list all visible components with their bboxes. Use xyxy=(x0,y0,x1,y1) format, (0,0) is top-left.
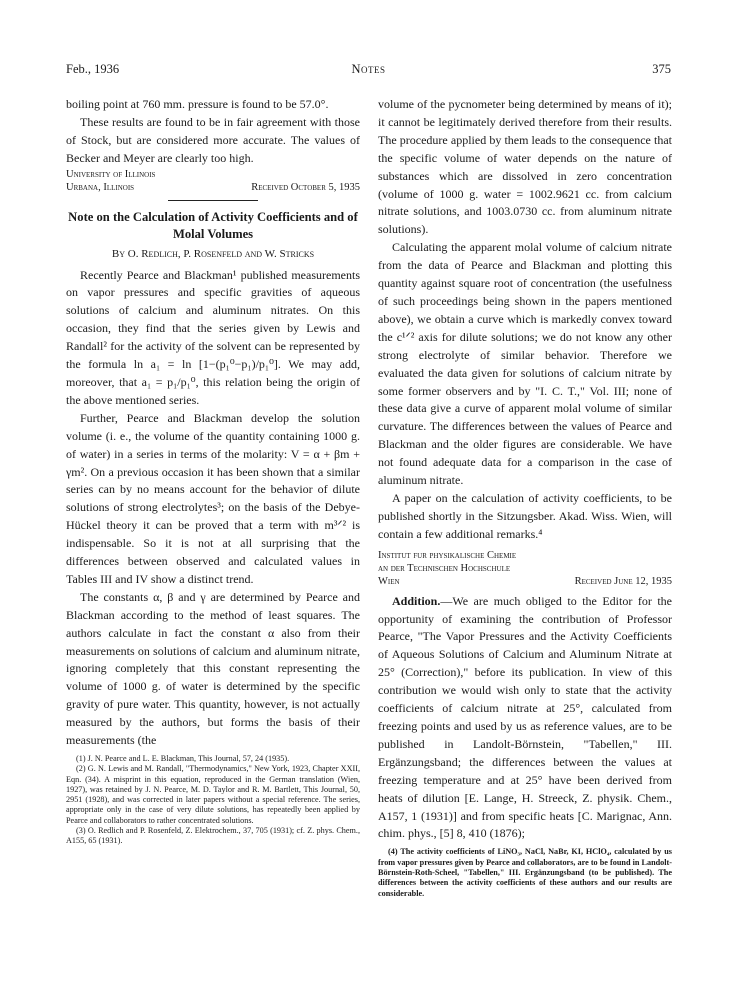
page-number: 375 xyxy=(652,62,671,76)
paragraph-solution-volume: Further, Pearce and Blackman develop the solution volume (i. e., the volume of the quantity containing 1000 g. of water) in a series in terms of the molarity: V = α + βm + γm². On a previous occasion it has been shown that a similar series can by no means account for the behavior of dilute solutions of strong electrolytes³; on the basis of the Debye-Hückel theory it can be proved that a term with m³ᐟ² is indispensable. So it is not at all surprising that the differences between observed and calculated values in Tables III and IV show a distinct trend. xyxy=(66,410,360,586)
paragraph-pycnometer: volume of the pycnometer being determined by means of it); it cannot be legitimately derived therefore from their results. The procedure applied by them leads to the consequence that the specific volume of water depends on the nature of substances which are dissolved in zero concentration (volume of 1000 g. water = 1002.9621 cc. from calcium nitrate solutions, and 1003.0730 cc. from aluminum nitrate solutions). xyxy=(378,97,672,237)
received-date-2: Received June 12, 1935 xyxy=(574,575,672,587)
right-column xyxy=(378,96,672,899)
footnote-3: (3) O. Redlich and P. Rosenfeld, Z. Elektrochem., 37, 705 (1931); cf. Z. phys. Chem., A155, 65 (1931). xyxy=(66,826,360,846)
affiliation-university: University of Illinois xyxy=(66,168,156,180)
institute-name: Institut fur physikalische Chemie xyxy=(378,549,517,561)
institute-address-line xyxy=(378,575,672,588)
institute-city: Wien xyxy=(378,575,400,587)
header-section: Notes xyxy=(351,62,386,76)
footnote-4: (4) The activity coefficients of LiNO₃, NaCl, NaBr, KI, HClO₄, calculated by us from vapor pressures given by Pearce and collaborators, are to be found in Landolt-Börnstein-Roth-Scheel, "Tabellen," III. Ergänzungsband (to be published). The differences between the activity coefficients of these authors and our results are considerable. xyxy=(378,847,672,898)
institute-school: an der Technischen Hochschule xyxy=(378,562,511,574)
left-column xyxy=(66,96,360,847)
affiliation-city: Urbana, Illinois xyxy=(66,181,135,193)
received-date: Received October 5, 1935 xyxy=(251,181,360,193)
section-divider xyxy=(168,200,258,201)
paragraph-boiling-point: boiling point at 760 mm. pressure is found to be 57.0°. xyxy=(66,97,329,111)
addition-body: —We are much obliged to the Editor for the opportunity of examining the contribution of Professor Pearce, "The Vapor Pressures and the Activity Coefficients of Aqueous Solutions of Calcium and Aluminum Nitrate at 25° (Correction)," before its publication. In view of this contribution we would wish only to state that the activity coefficients of calcium nitrate at 25°, calculated from freezing points and used by us as reference values, are to be published in Landolt-Börnstein, "Tabellen," III. Ergänzungsband; the differences between the values at freezing temperature and at 25° have been derived from heats of dilution [E. Lange, H. Streeck, Z. physik. Chem., A157, 1 (1931)] and from specific heats [C. Marignac, Ann. chim. phys., [5] 8, 410 (1876); xyxy=(378,593,672,841)
page-header xyxy=(66,62,671,78)
article-byline: By O. Redlich, P. Rosenfeld and W. Stricks xyxy=(111,247,315,260)
header-date: Feb., 1936 xyxy=(66,62,120,76)
footnotes-left xyxy=(66,754,360,847)
paragraph-molal-volume: Calculating the apparent molal volume of calcium nitrate from the data of Pearce and Blackman and plotting this quantity against square root of concentration (the usefulness of such proceedings being shown in the papers mentioned above), we obtain a curve which is markedly convex toward the c¹ᐟ² axis for dilute solutions; we do not know any other strong electrolyte of similar behavior. Therefore we evaluated the data given for solutions of calcium nitrate by some former observers and by "I. C. T.," Vol. III; none of these data give a curve of apparent molal volume of similar curvature. The differences between the values of Pearce and Blackman and the older figures are considerable. We have not found adequate data for a comparison in the case of aluminum nitrate. xyxy=(378,240,672,488)
footnotes-right xyxy=(378,847,672,898)
footnote-1: (1) J. N. Pearce and L. E. Blackman, This Journal, 57, 24 (1935). xyxy=(76,754,290,763)
paragraph-paper-note: A paper on the calculation of activity coefficients, to be published shortly in the Sitzungsber. Akad. Wiss. Wien, will contain a few additional remarks.⁴ xyxy=(378,490,672,541)
footnote-2: (2) G. N. Lewis and M. Randall, "Thermodynamics," New York, 1923, Chapter XXII, Eqn. (34). A misprint in this equation, reproduced in the German translation (Wien, 1927), was retained by J. N. Pearce, M. D. Taylor and R. M. Bartlett, This Journal, 50, 2951 (1928), and was corrected in later papers without a special reference. The series, appropriate only in the case of very dilute solutions, has repeatedly been applied by Pearce and collaborators to rather concentrated solutions. xyxy=(66,764,360,825)
paragraph-constants: The constants α, β and γ are determined by Pearce and Blackman according to the method of least squares. The authors calculate in fact the constant α also from their measurements on solutions of calcium and aluminum nitrate, ignoring completely that this constant representing the volume of 1000 g. of water is determined by the specific gravity of pure water. This quantity, however, is not actually measured by the authors, but forms the basis of their measurements (the xyxy=(66,589,360,748)
affiliation-address-line xyxy=(66,181,360,194)
paragraph-pearce-blackman: Recently Pearce and Blackman¹ published measurements on vapor pressures and specific gravities of aqueous solutions of calcium and aluminum nitrates. On this occasion, they find that the series given by Lewis and Randall² for the activity of the solvent can be represented by the formula ln a₁ = ln [1−(p₁⁰−p₁)/p₁⁰]. We may add, moreover, that a₁ = p₁/p₁⁰, this relation being the origin of the above mentioned series. xyxy=(66,267,360,407)
paragraph-agreement: These results are found to be in fair agreement with those of Stock, but are considered more accurate. The values of Becker and Meyer are clearly too high. xyxy=(66,114,360,165)
article-title: Note on the Calculation of Activity Coefficients and of Molal Volumes xyxy=(68,209,358,241)
paragraph-addition xyxy=(378,593,672,844)
addition-heading: Addition. xyxy=(392,593,441,608)
